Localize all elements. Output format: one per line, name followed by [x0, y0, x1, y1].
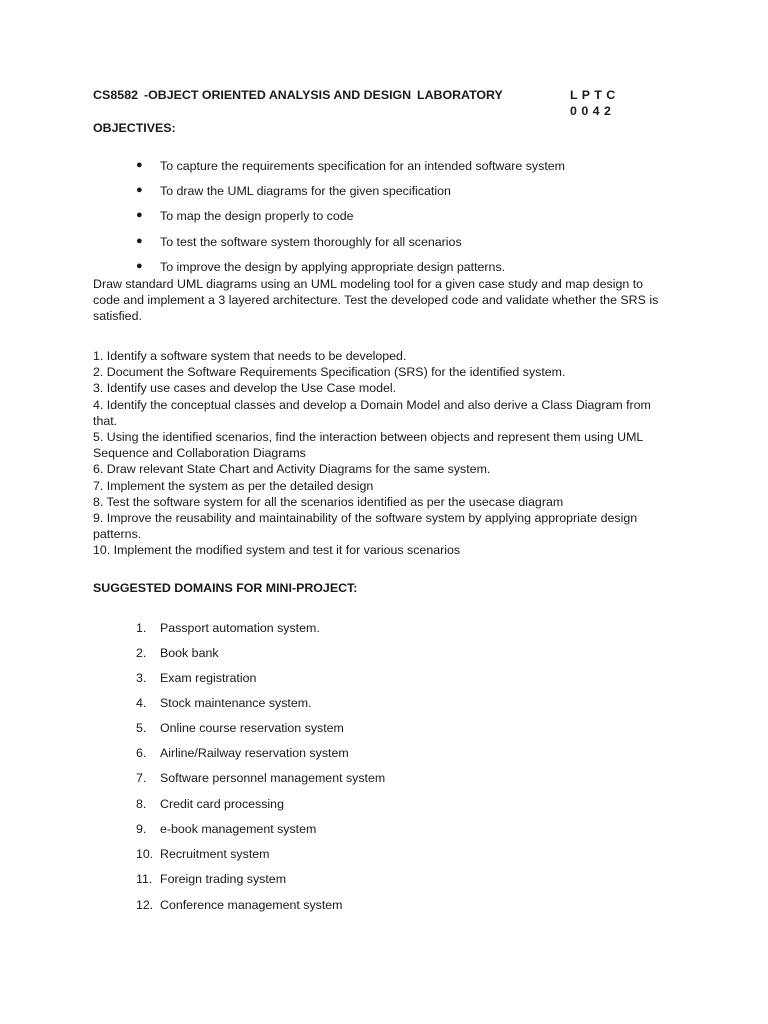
- bullet-icon: ●: [136, 159, 143, 171]
- domain-text: Conference management system: [160, 898, 343, 912]
- step-item: 2. Document the Software Requirements Specification (SRS) for the identified system.: [93, 365, 566, 380]
- domain-text: Recruitment system: [160, 847, 270, 861]
- objective-text: To map the design properly to code: [160, 209, 354, 223]
- course-type: LABORATORY: [417, 88, 503, 102]
- ltpc-values: 0 0 4 2: [570, 104, 611, 118]
- step-item: 3. Identify use cases and develop the Use Case model.: [93, 381, 397, 396]
- domain-text: Book bank: [160, 646, 219, 660]
- objective-text: To capture the requirements specification for an intended software system: [160, 159, 565, 173]
- domain-number: 7.: [136, 771, 147, 785]
- domains-heading: SUGGESTED DOMAINS FOR MINI-PROJECT:: [93, 581, 358, 595]
- domain-text: Exam registration: [160, 671, 257, 685]
- step-item: 1. Identify a software system that needs to be developed.: [93, 349, 407, 363]
- objective-text: To test the software system thoroughly for all scenarios: [160, 235, 462, 249]
- objective-text: To draw the UML diagrams for the given specification: [160, 184, 451, 198]
- domain-number: 1.: [136, 621, 147, 635]
- domain-number: 3.: [136, 671, 147, 685]
- lab-steps: [93, 348, 678, 559]
- domain-text: Software personnel management system: [160, 771, 386, 785]
- objective-text: To improve the design by applying appropriate design patterns.: [160, 260, 506, 274]
- domain-text: Stock maintenance system.: [160, 696, 312, 710]
- step-item: 4. Identify the conceptual classes and develop a Domain Model and also derive a Class Diagram from that.: [93, 397, 651, 428]
- step-item: 10. Implement the modified system and test it for various scenarios: [93, 543, 461, 558]
- bullet-icon: ●: [136, 184, 143, 196]
- bullet-icon: ●: [136, 209, 143, 221]
- objectives-heading: OBJECTIVES:: [93, 121, 176, 135]
- step-item: 5. Using the identified scenarios, find the interaction between objects and represent them using UML Sequence and Collaboration Diagrams: [93, 430, 643, 461]
- bullet-icon: ●: [136, 235, 143, 247]
- step-item: 8. Test the software system for all the scenarios identified as per the usecase diagram: [93, 494, 564, 509]
- domain-number: 12.: [136, 898, 154, 912]
- domain-number: 6.: [136, 746, 147, 760]
- domain-number: 2.: [136, 646, 147, 660]
- intro-paragraph: Draw standard UML diagrams using an UML modeling tool for a given case study and map design to code and implement a 3 layered architecture. Test the developed code and validate whether the SRS is satisfied.: [93, 277, 659, 323]
- domain-number: 9.: [136, 822, 147, 836]
- step-item: 7. Implement the system as per the detailed design: [93, 478, 374, 493]
- domain-number: 5.: [136, 721, 147, 735]
- domain-text: e-book management system: [160, 822, 317, 836]
- domain-text: Credit card processing: [160, 797, 284, 811]
- domain-text: Airline/Railway reservation system: [160, 746, 349, 760]
- course-title: -OBJECT ORIENTED ANALYSIS AND DESIGN: [144, 88, 412, 102]
- bullet-icon: ●: [136, 260, 143, 272]
- domain-number: 4.: [136, 696, 147, 710]
- domain-text: Online course reservation system: [160, 721, 344, 735]
- domain-text: Passport automation system.: [160, 621, 320, 635]
- ltpc-labels: L P T C: [570, 88, 616, 102]
- domain-number: 10.: [136, 847, 154, 861]
- domain-number: 11.: [136, 872, 153, 886]
- course-code: CS8582: [93, 88, 139, 102]
- step-item: 9. Improve the reusability and maintainability of the software system by applying appropriate design patterns.: [93, 511, 638, 542]
- domain-number: 8.: [136, 797, 147, 811]
- step-item: 6. Draw relevant State Chart and Activity Diagrams for the same system.: [93, 462, 491, 477]
- domain-text: Foreign trading system: [160, 872, 287, 886]
